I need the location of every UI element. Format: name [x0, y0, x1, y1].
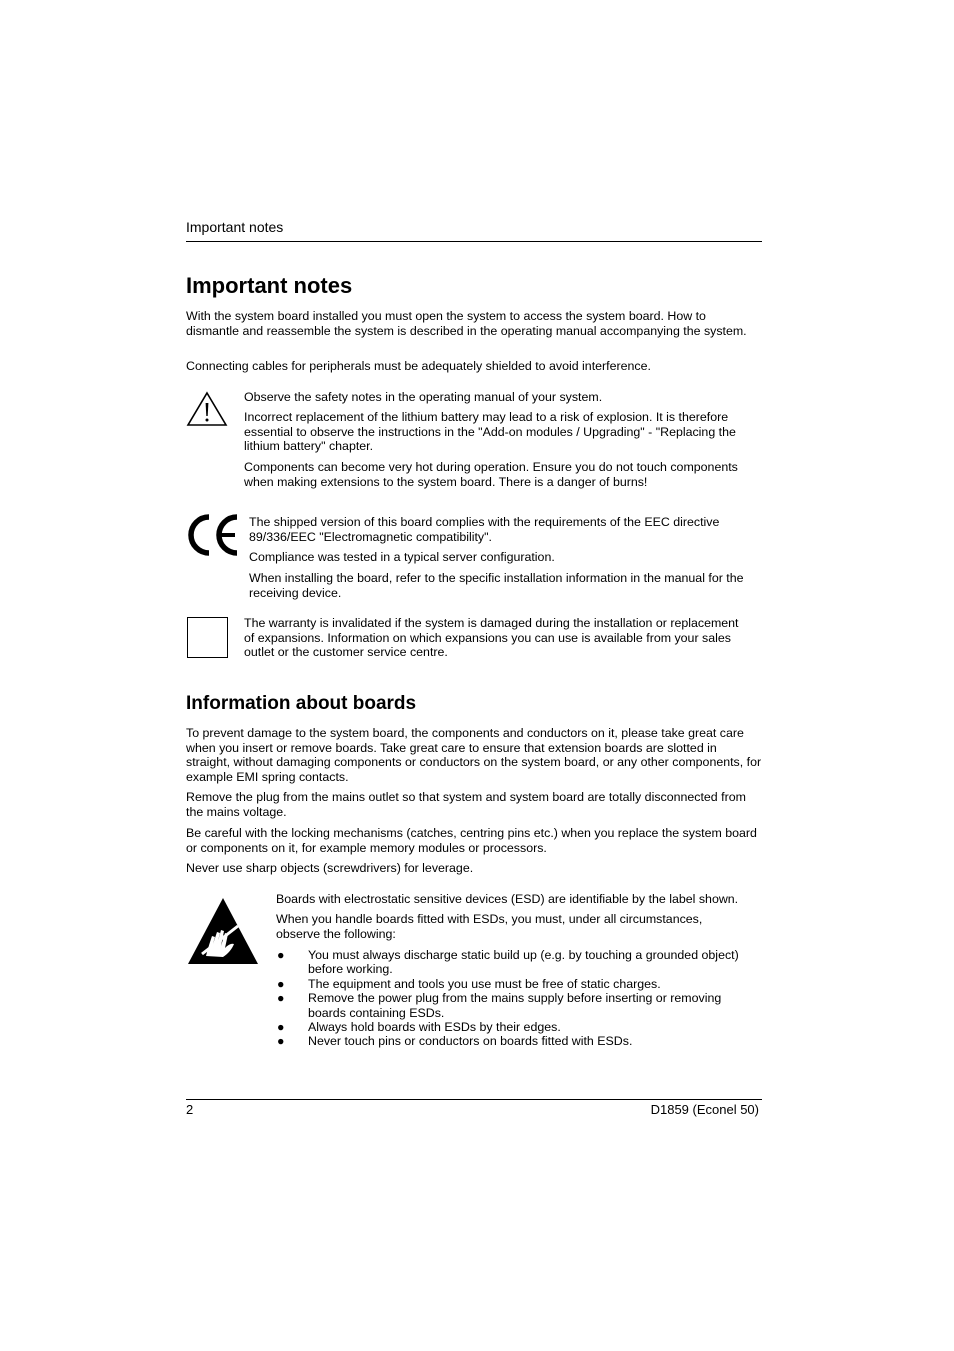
- intro-paragraph-1: With the system board installed you must open the system to access the system board. How to dismantle and reassemble the system is described in the operating manual accompanying the system.: [186, 309, 747, 338]
- esd-bullet-list: [276, 948, 762, 1049]
- boards-paragraph-1: To prevent damage to the system board, the components and conductors on it, please take great care when you insert or remove boards. Take great care to ensure that extension boards are slotted in straight, without damaging components or conductors on the system board, or any other components, for example EMI spring contacts.: [186, 726, 762, 784]
- ce-mark-icon: [185, 513, 241, 557]
- list-item: ● The equipment and tools you use must be free of static charges.: [277, 976, 661, 991]
- boards-paragraph-4: Never use sharp objects (screwdrivers) for leverage.: [186, 861, 474, 875]
- boards-paragraph-3: Be careful with the locking mechanisms (catches, centring pins etc.) when you replace the system board or components on it, for example memory modules or processors.: [186, 826, 757, 855]
- esd-warning-icon: [186, 896, 260, 966]
- safety-paragraph-3: Components can become very hot during operation. Ensure you do not touch components when making extensions to the system board. There is a danger of burns!: [244, 460, 738, 489]
- ce-paragraph-2: Compliance was tested in a typical server configuration.: [249, 550, 555, 564]
- ce-paragraph-1: The shipped version of this board complies with the requirements of the EEC directive 89/336/EEC "Electromagnetic compatibility".: [249, 515, 720, 544]
- warning-triangle-icon: [186, 391, 228, 427]
- section-heading-boards: Information about boards: [186, 693, 417, 714]
- page-number: 2: [186, 1102, 194, 1117]
- warranty-paragraph: The warranty is invalidated if the system is damaged during the installation or replacement of expansions. Information on which expansions you can use is available from your sales outlet or the customer service centre.: [244, 616, 739, 660]
- bullet-icon: ●: [277, 976, 285, 991]
- list-item: ● Always hold boards with ESDs by their edges.: [277, 1020, 561, 1035]
- list-item: ● Remove the power plug from the mains supply before inserting or removing boards containing ESDs.: [277, 991, 722, 1020]
- safety-paragraph-1: Observe the safety notes in the operating manual of your system.: [244, 390, 603, 404]
- bullet-icon: ●: [277, 1020, 285, 1035]
- bullet-icon: ●: [277, 991, 285, 1006]
- list-item: ● You must always discharge static build up (e.g. by touching a grounded object) before working.: [277, 948, 739, 977]
- boards-paragraph-2: Remove the plug from the mains outlet so that system and system board are totally disconnected from the mains voltage.: [186, 790, 746, 819]
- esd-paragraph-2: When you handle boards fitted with ESDs, you must, under all circumstances, observe the following:: [276, 912, 703, 941]
- running-header: Important notes: [186, 219, 284, 235]
- document-id: D1859 (Econel 50): [650, 1102, 759, 1117]
- bullet-icon: ●: [277, 948, 285, 962]
- page-title: Important notes: [186, 273, 353, 298]
- footer-rule: [186, 1099, 762, 1100]
- note-box-icon: [187, 617, 228, 658]
- bullet-icon: ●: [277, 1034, 285, 1049]
- safety-paragraph-2: Incorrect replacement of the lithium battery may lead to a risk of explosion. It is therefore essential to observe the instructions in the "Add-on modules / Upgrading" - "Replacing the lithium battery" chapter.: [244, 410, 736, 454]
- list-item: ● Never touch pins or conductors on boards fitted with ESDs.: [277, 1034, 633, 1049]
- header-rule: [186, 241, 762, 242]
- intro-paragraph-2: Connecting cables for peripherals must be adequately shielded to avoid interference.: [186, 359, 651, 373]
- ce-paragraph-3: When installing the board, refer to the specific installation information in the manual for the receiving device.: [249, 571, 744, 600]
- esd-paragraph-1: Boards with electrostatic sensitive devices (ESD) are identifiable by the label shown.: [276, 892, 739, 906]
